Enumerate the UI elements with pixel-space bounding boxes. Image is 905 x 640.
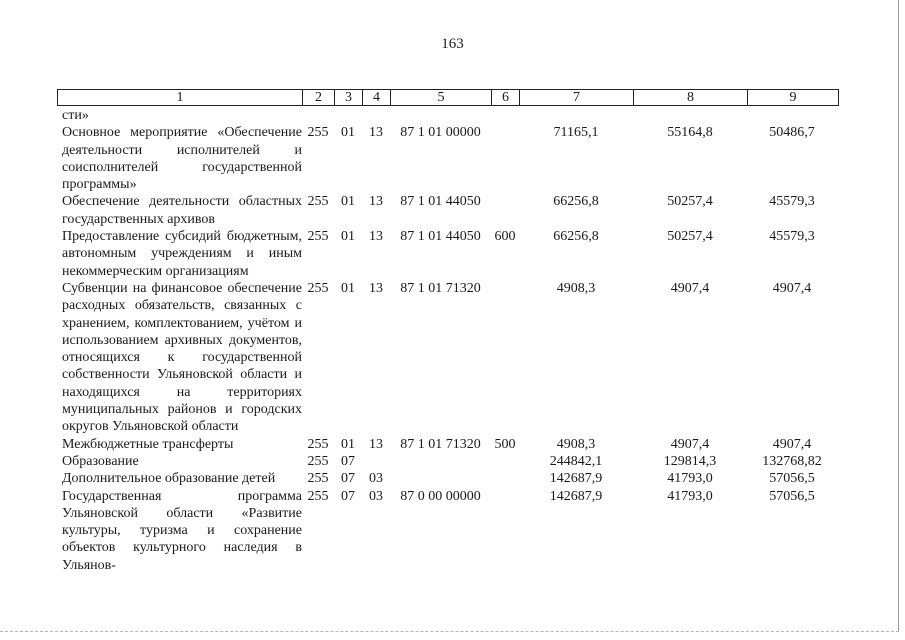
row-rz: 01 [341,194,355,210]
row-csr: 87 1 01 44050 [400,229,481,245]
table-row [57,436,837,453]
header-col-4: 4 [363,90,391,105]
row-value-7: 71165,1 [553,125,599,141]
row-name: сти» [62,108,89,123]
row-name: Государственная программа Ульяновской области «Развитие культуры, туризма и сохранение объектов культурного наследия в Ульянов- [62,488,302,573]
row-value-9: 57056,5 [769,488,815,504]
page-number: 163 [441,36,464,52]
row-csr: 87 1 01 44050 [400,194,481,210]
row-name: Субвенции на финансовое обеспечение расходных обязательств, связанных с хранением, комплектованием, учётом и использованием архивных документов, относящихся к государственной собственности Ульяновской области и находящихся на территориях муниципальных районов и городских округов Ульяновской области [62,280,302,435]
row-rz: 01 [341,229,355,245]
row-value-8: 50257,4 [667,194,713,210]
row-value-9: 45579,3 [769,229,815,245]
header-col-3: 3 [335,90,363,105]
row-name: Предоставление субсидий бюджетным, автономным учреждениям и иным некоммерческим организациям [62,229,302,279]
row-rz: 07 [341,453,355,469]
row-value-7: 4908,3 [556,280,596,296]
row-value-9: 132768,82 [762,453,822,469]
table-row [57,193,837,228]
table-row [57,107,837,124]
header-col-6: 6 [492,90,520,105]
table-row [57,488,837,574]
table-row [57,124,837,193]
row-pr: 13 [369,436,383,452]
row-value-8: 41793,0 [667,471,713,487]
row-rz: 07 [341,488,355,504]
row-pr: 03 [369,488,383,504]
row-pr: 03 [369,471,383,487]
header-col-1: 1 [58,90,303,105]
row-rz: 07 [341,471,355,487]
page-border-right [898,0,899,632]
row-value-8: 50257,4 [667,229,713,245]
row-name: Обеспечение деятельности областных государственных архивов [62,194,302,227]
header-col-9: 9 [789,90,797,105]
row-gr: 255 [307,488,329,504]
row-name: Дополнительное образование детей [62,471,276,487]
row-vr: 500 [494,436,516,452]
row-csr: 87 1 01 00000 [400,125,481,141]
row-rz: 01 [341,436,355,452]
row-value-8: 41793,0 [667,488,713,504]
row-name: Основное мероприятие «Обеспечение деятельности исполнителей и соисполнителей государственной программы» [62,125,302,193]
header-col-2: 2 [303,90,335,105]
row-pr: 13 [369,280,383,296]
header-col-7: 7 [520,90,634,105]
row-value-7: 142687,9 [549,488,603,504]
row-value-9: 57056,5 [769,471,815,487]
row-name: Межбюджетные трансферты [62,436,234,452]
row-gr: 255 [307,471,329,487]
row-pr: 13 [369,229,383,245]
row-pr: 13 [369,125,383,141]
row-gr: 255 [307,229,329,245]
row-value-8: 129814,3 [663,453,717,469]
table-row [57,470,837,487]
row-value-7: 66256,8 [553,229,599,245]
table-row [57,228,837,280]
table-row [57,280,837,436]
row-name: Образование [62,453,139,469]
row-csr: 87 1 01 71320 [400,280,481,296]
row-value-8: 55164,8 [667,125,713,141]
row-gr: 255 [307,280,329,296]
row-value-8: 4907,4 [670,436,710,452]
row-value-9: 4907,4 [772,436,812,452]
row-gr: 255 [307,436,329,452]
row-value-7: 66256,8 [553,194,599,210]
row-value-9: 45579,3 [769,194,815,210]
table-body [57,107,837,574]
header-col-5: 5 [391,90,492,105]
row-csr: 87 1 01 71320 [400,436,481,452]
row-value-7: 4908,3 [556,436,596,452]
row-value-9: 4907,4 [772,280,812,296]
row-gr: 255 [307,194,329,210]
row-vr: 600 [494,229,516,245]
row-value-7: 142687,9 [549,471,603,487]
row-value-7: 244842,1 [549,453,603,469]
row-csr: 87 0 00 00000 [400,488,481,504]
table-row [57,453,837,470]
header-col-8: 8 [634,90,748,105]
row-rz: 01 [341,125,355,141]
row-gr: 255 [307,453,329,469]
row-value-8: 4907,4 [670,280,710,296]
row-pr: 13 [369,194,383,210]
table-header [57,89,839,106]
page-border-bottom [0,631,899,632]
row-gr: 255 [307,125,329,141]
row-rz: 01 [341,280,355,296]
row-value-9: 50486,7 [769,125,815,141]
